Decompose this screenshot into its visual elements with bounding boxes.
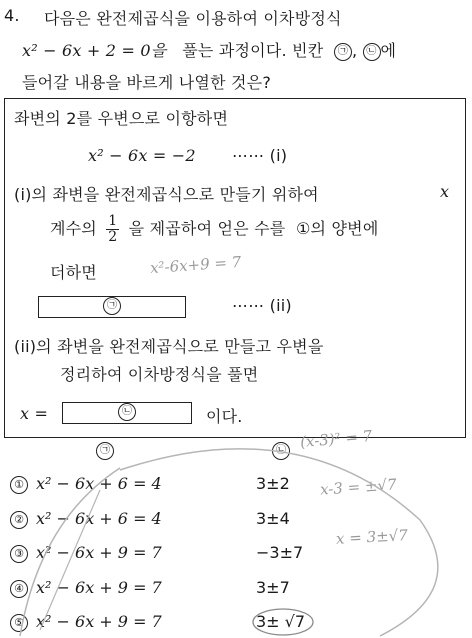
option-4-b: 3±7 (256, 578, 290, 597)
handwritten-note-2: (x-3)² = 7 (299, 426, 373, 452)
box-line-1: 좌변의 2를 우변으로 이항하면 (14, 109, 229, 128)
answer-end: 이다. (206, 407, 243, 426)
blank-a-marker: ㉠ (334, 43, 352, 61)
box-line-5: 더하면 (50, 263, 97, 282)
box-line-4-text-c: ①의 양변에 (296, 219, 379, 238)
option-2-a: x² − 6x + 6 = 4 (36, 509, 162, 528)
answer-lhs: x = (20, 404, 49, 423)
option-2-number: ② (10, 511, 28, 529)
pencil-arc-mark-left (20, 468, 120, 636)
box-line-7: 정리하여 이차방정식을 풀면 (60, 365, 259, 384)
box-equation-2-tag: ⋯⋯ (ii) (232, 296, 292, 315)
fraction-denominator: 2 (108, 229, 118, 245)
option-5-b: 3± √7 (256, 612, 306, 631)
option-3-a: x² − 6x + 9 = 7 (36, 543, 162, 562)
pencil-strike-mark (40, 490, 100, 630)
box-equation-1-tag: ⋯⋯ (i) (232, 146, 288, 165)
question-line-2-end: 에 (380, 41, 397, 60)
option-5-number: ⑤ (10, 614, 28, 632)
options-header-a-marker: ㉠ (96, 442, 114, 460)
question-line-3: 들어갈 내용을 바르게 나열한 것은? (22, 73, 272, 92)
question-line-2-text: 풀는 과정이다. 빈칸 (182, 41, 324, 60)
blank-b-marker: ㉡ (363, 43, 381, 61)
answer-circle-mark (253, 609, 313, 635)
option-1-b: 3±2 (256, 474, 290, 493)
handwritten-note-1: x²-6x+9 = 7 (149, 252, 242, 278)
option-3-number: ③ (10, 545, 28, 563)
option-2-b: 3±4 (256, 509, 290, 528)
question-line-1: 다음은 완전제곱식을 이용하여 이차방정식 (44, 9, 342, 28)
handwritten-note-4: x = 3±√7 (335, 526, 409, 548)
option-5-a: x² − 6x + 9 = 7 (36, 612, 162, 631)
option-1-a: x² − 6x + 6 = 4 (36, 474, 162, 493)
option-1-number: ① (10, 476, 28, 494)
box-line-4-text-a: 계수의 (50, 219, 97, 238)
option-4-number: ④ (10, 580, 28, 598)
option-4-a: x² − 6x + 9 = 7 (36, 578, 162, 597)
question-number: 4. (4, 6, 20, 25)
pencil-arc-mark (120, 449, 438, 636)
box-line-3-variable: x (440, 182, 450, 201)
box-line-3: (i)의 좌변을 완전제곱식으로 만들기 위하여 (14, 185, 319, 204)
question-line-2: x² − 6x + 2 = 0을 풀는 과정이다. 빈칸 ㉠ , ㉡ 에 (22, 41, 397, 60)
options-header-b-marker: ㉡ (272, 442, 290, 460)
fraction-numerator: 1 (108, 213, 118, 229)
option-3-b: −3±7 (256, 543, 304, 562)
box-equation-1: x² − 6x = −2 (88, 146, 196, 165)
box-line-4-text-b: 을 제곱하여 얻은 수를 (128, 219, 286, 238)
blank-b-box-marker: ㉡ (118, 403, 136, 421)
box-line-6: (ii)의 좌변을 완전제곱식으로 만들고 우변을 (14, 337, 324, 356)
question-equation: x² − 6x + 2 = 0을 (22, 41, 167, 60)
handwritten-note-3: x-3 = ±√7 (319, 475, 398, 499)
blank-a-box-marker: ㉠ (103, 297, 121, 315)
